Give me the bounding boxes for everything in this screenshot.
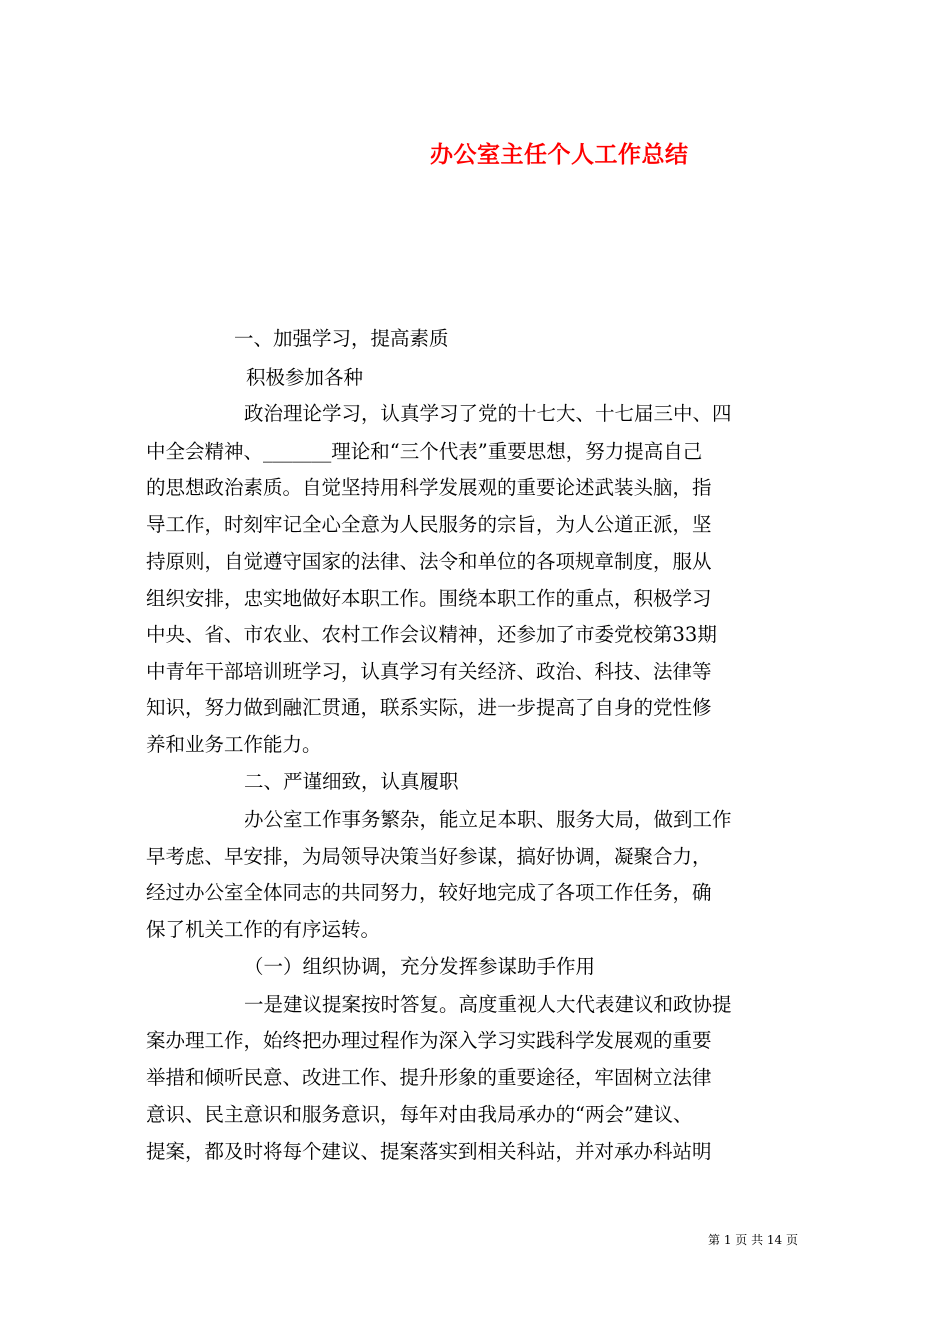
paragraph-line: 经过办公室全体同志的共同努力，较好地完成了各项工作任务，确 xyxy=(146,881,712,904)
paragraph-line: 中全会精神、_______理论和“三个代表”重要思想，努力提高自己 xyxy=(146,440,703,463)
paragraph-line: 政治理论学习，认真学习了党的十七大、十七届三中、四 xyxy=(244,402,732,425)
section-heading-1: 一、加强学习，提高素质 xyxy=(234,327,449,350)
paragraph-line: 知识，努力做到融汇贯通，联系实际，进一步提高了自身的党性修 xyxy=(146,696,712,719)
subsection-heading: （一）组织协调，充分发挥参谋助手作用 xyxy=(244,955,596,978)
page-number: 第 1 页 共 14 页 xyxy=(708,1233,798,1247)
paragraph-line: 的思想政治素质。自觉坚持用科学发展观的重要论述武装头脑，指 xyxy=(146,476,712,499)
paragraph-line: 中央、省、市农业、农村工作会议精神，还参加了市委党校第33期 xyxy=(146,623,717,646)
paragraph-line: 办公室工作事务繁杂，能立足本职、服务大局，做到工作 xyxy=(244,808,732,831)
section-heading-2: 二、严谨细致，认真履职 xyxy=(244,770,459,793)
paragraph-line: 提案，都及时将每个建议、提案落实到相关科站，并对承办科站明 xyxy=(146,1140,712,1163)
paragraph-line: 保了机关工作的有序运转。 xyxy=(146,918,381,941)
paragraph-line: 导工作，时刻牢记全心全意为人民服务的宗旨，为人公道正派，坚 xyxy=(146,513,712,536)
paragraph-line: 养和业务工作能力。 xyxy=(146,733,322,756)
paragraph-line: 组织安排，忠实地做好本职工作。围绕本职工作的重点，积极学习 xyxy=(146,587,712,610)
paragraph-line: 持原则，自觉遵守国家的法律、法令和单位的各项规章制度，服从 xyxy=(146,550,712,573)
paragraph-line: 意识、民主意识和服务意识，每年对由我局承办的“两会”建议、 xyxy=(146,1103,693,1126)
paragraph-line: 早考虑、早安排，为局领导决策当好参谋，搞好协调，凝聚合力， xyxy=(146,845,712,868)
paragraph-line: 积极参加各种 xyxy=(246,366,364,389)
paragraph-line: 案办理工作，始终把办理过程作为深入学习实践科学发展观的重要 xyxy=(146,1029,712,1052)
paragraph-line: 中青年干部培训班学习，认真学习有关经济、政治、科技、法律等 xyxy=(146,660,712,683)
document-title: 办公室主任个人工作总结 xyxy=(430,141,689,168)
paragraph-line: 举措和倾听民意、改进工作、提升形象的重要途径，牢固树立法律 xyxy=(146,1066,712,1089)
paragraph-line: 一是建议提案按时答复。高度重视人大代表建议和政协提 xyxy=(244,993,732,1016)
